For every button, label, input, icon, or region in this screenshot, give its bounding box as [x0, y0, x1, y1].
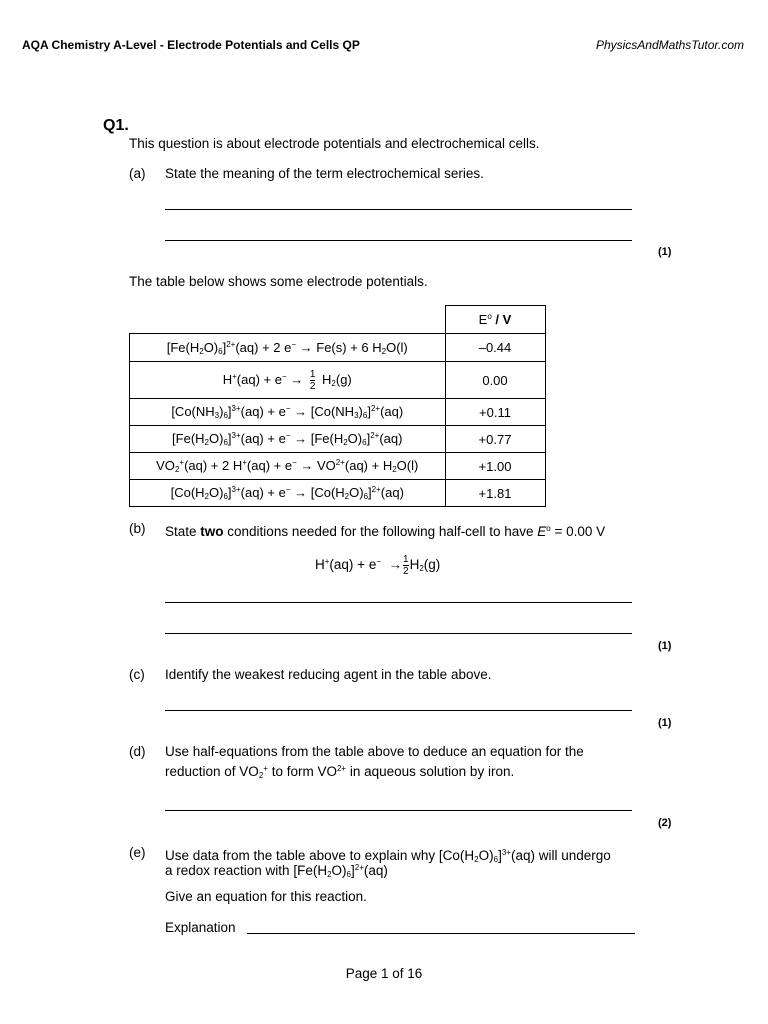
potential-value: +0.11 [445, 399, 545, 426]
answer-line[interactable] [165, 209, 632, 210]
part-e-line3: Give an equation for this reaction. [165, 889, 367, 904]
question-number: Q1. [103, 117, 129, 134]
part-b-marks: (1) [658, 640, 672, 652]
part-a-label: (a) [129, 166, 146, 181]
table-row [130, 362, 546, 399]
table-row [130, 453, 546, 480]
part-a-marks: (1) [658, 246, 672, 258]
half-equation: H+(aq) + e− → $\frac{1}{2}$ $H_2(g)$ [130, 362, 446, 399]
half-equation: $[Co(NH_3)_6]^{3+}(aq) + e^- \to [Co(NH_3)_6]^{2+}(aq)$ [130, 399, 446, 426]
half-equation: $[Fe(H_2O)_6]^{3+}(aq) + e^- \to [Fe(H_2O)_6]^{2+}(aq)$ [130, 426, 446, 453]
half-equation: $VO_2^+(aq) + 2$ $H^+(aq) + e^- \to VO^{2+}(aq) + H_2O(l)$ [130, 453, 446, 480]
table-row [130, 399, 546, 426]
potential-value: +1.00 [445, 453, 545, 480]
part-d-line1: Use half-equations from the table above to deduce an equation for the [165, 744, 584, 759]
potential-value: +0.77 [445, 426, 545, 453]
table-header-unit: / V [491, 312, 512, 327]
half-cell-equation: H+(aq) + e− → $\frac{1}{2}$ $H_2(g)$ [315, 554, 441, 577]
table-header-e: $E^o$ / V [445, 306, 545, 334]
table-intro: The table below shows some electrode potentials. [129, 274, 428, 289]
part-c-text: Identify the weakest reducing agent in the table above. [165, 667, 492, 682]
answer-line[interactable] [247, 933, 635, 934]
document-header-site: PhysicsAndMathsTutor.com [595, 38, 744, 52]
part-d-marks: (2) [658, 817, 672, 829]
half-equation: $[Co(H_2O)_6]^{3+}(aq) + e^- \to [Co(H_2O)_6]^{2+}(aq)$ [130, 480, 446, 507]
potential-value: –0.44 [445, 334, 545, 362]
potential-value: 0.00 [445, 362, 545, 399]
part-b-label: (b) [129, 521, 146, 536]
part-b-text: State two conditions needed for the following half-cell to have $E^o = 0.00$ V [165, 524, 606, 539]
potential-value: +1.81 [445, 480, 545, 507]
part-c-marks: (1) [658, 717, 672, 729]
answer-line[interactable] [165, 710, 632, 711]
part-c-label: (c) [129, 667, 145, 682]
part-a-text: State the meaning of the term electrochemical series. [165, 166, 484, 181]
answer-line[interactable] [165, 602, 632, 603]
table-row [130, 334, 546, 362]
electrode-potentials-table [129, 305, 546, 507]
part-d-label: (d) [129, 744, 146, 759]
table-row [130, 480, 546, 507]
half-fraction: $\frac{1}{2}$ [309, 368, 316, 392]
answer-line[interactable] [165, 633, 632, 634]
question-intro: This question is about electrode potentials and electrochemical cells. [129, 136, 540, 151]
part-d-line2: reduction of $VO_2^+$ to form $VO^{2+}$ in aqueous solution by iron. [165, 764, 515, 780]
answer-line[interactable] [165, 240, 632, 241]
table-corner-empty [130, 306, 446, 334]
part-e-line1: Use data from the table above to explain why $[Co(H_2O)_6]^{3+}(aq)$ will undergo [165, 848, 611, 864]
page-footer: Page 1 of 16 [345, 966, 423, 981]
half-fraction: $\frac{1}{2}$ [403, 554, 409, 577]
table-row [130, 426, 546, 453]
part-e-label: (e) [129, 845, 146, 860]
part-e-line2: a redox reaction with $[Fe(H_2O)_6]^{2+}(aq)$ [165, 863, 388, 879]
answer-line[interactable] [165, 810, 632, 811]
document-header-title: AQA Chemistry A-Level - Electrode Potentials and Cells QP [22, 38, 360, 52]
explanation-label: Explanation [165, 920, 236, 935]
half-equation: $[Fe(H_2O)_6]^{2+}(aq) + 2$ e− → Fe(s) + 6 $H_2O(l)$ [130, 334, 446, 362]
